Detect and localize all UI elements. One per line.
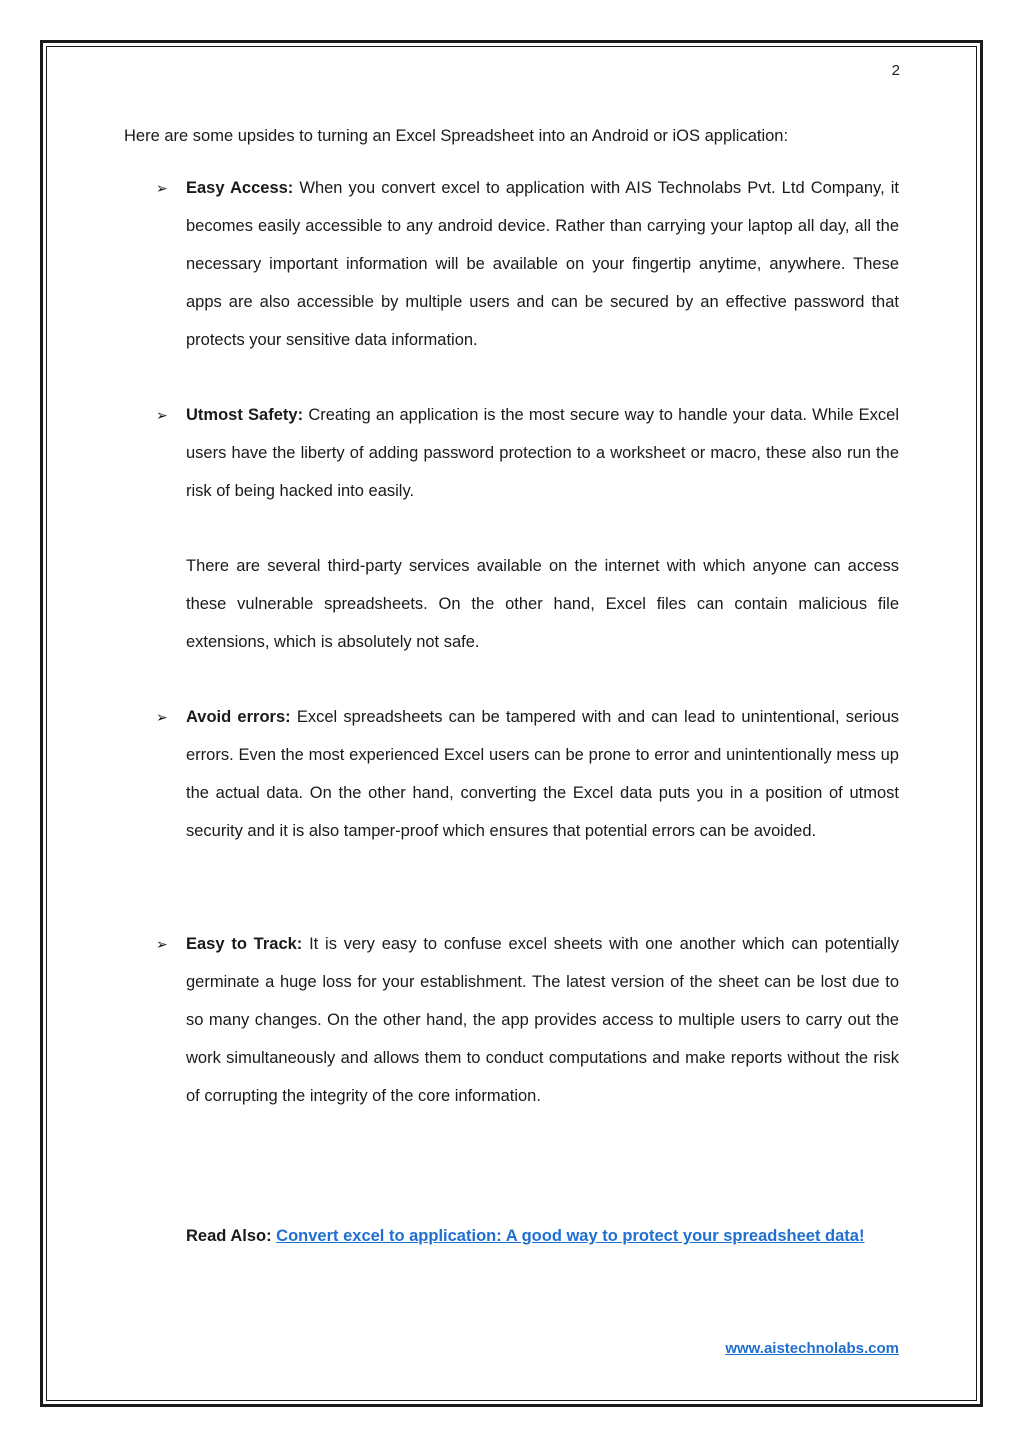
item-title: Easy Access:: [186, 179, 294, 197]
bullet-arrow-icon: ➢: [156, 936, 168, 952]
item-title: Utmost Safety:: [186, 406, 304, 424]
list-item-avoid-errors: [186, 698, 899, 850]
item-title: Avoid errors:: [186, 708, 291, 726]
bullet-arrow-icon: ➢: [156, 180, 168, 196]
read-also-link[interactable]: Convert excel to application: A good way to protect your spreadsheet data!: [276, 1227, 865, 1245]
website-link[interactable]: www.aistechnolabs.com: [725, 1340, 899, 1357]
item-text: When you convert excel to application with AIS Technolabs Pvt. Ltd Company, it becomes easily accessible to any android device. Rather than carrying your laptop all day, all the necessary important information will be available on your fingertip anytime, anywhere. These apps are also accessible by multiple users and can be secured by an effective password that protects your sensitive data information.: [186, 179, 899, 349]
item-title: Easy to Track:: [186, 935, 303, 953]
item-text: It is very easy to confuse excel sheets with one another which can potentially germinate a huge loss for your establishment. The latest version of the sheet can be lost due to so many changes. On the other hand, the app provides access to multiple users to carry out the work simultaneously and allows them to conduct computations and make reports without the risk of corrupting the integrity of the core information.: [186, 935, 900, 1105]
bullet-arrow-icon: ➢: [156, 709, 168, 725]
list-item-utmost-safety: [186, 396, 899, 510]
list-item-utmost-safety-extra: There are several third-party services available on the internet with which anyone can access these vulnerable spreadsheets. On the other hand, Excel files can contain malicious file extensions, which is absolutely not safe.: [186, 557, 899, 651]
item-text: Creating an application is the most secure way to handle your data. While Excel users have the liberty of adding password protection to a worksheet or macro, these also run the risk of being hacked into easily.: [186, 406, 900, 500]
bullet-arrow-icon: ➢: [156, 407, 168, 423]
list-item-easy-to-track: [186, 925, 899, 1115]
list-item-easy-access: [186, 169, 899, 359]
page-number: 2: [891, 62, 900, 79]
read-also: [186, 1217, 899, 1255]
read-also-label: Read Also:: [186, 1227, 272, 1245]
intro-paragraph: Here are some upsides to turning an Excel Spreadsheet into an Android or iOS application:: [124, 127, 789, 145]
item-text: Excel spreadsheets can be tampered with and can lead to unintentional, serious errors. Even the most experienced Excel users can be prone to error and unintentionally mess up the actual data. On the other hand, converting the Excel data puts you in a position of utmost security and it is also tamper-proof which ensures that potential errors can be avoided.: [186, 708, 899, 840]
